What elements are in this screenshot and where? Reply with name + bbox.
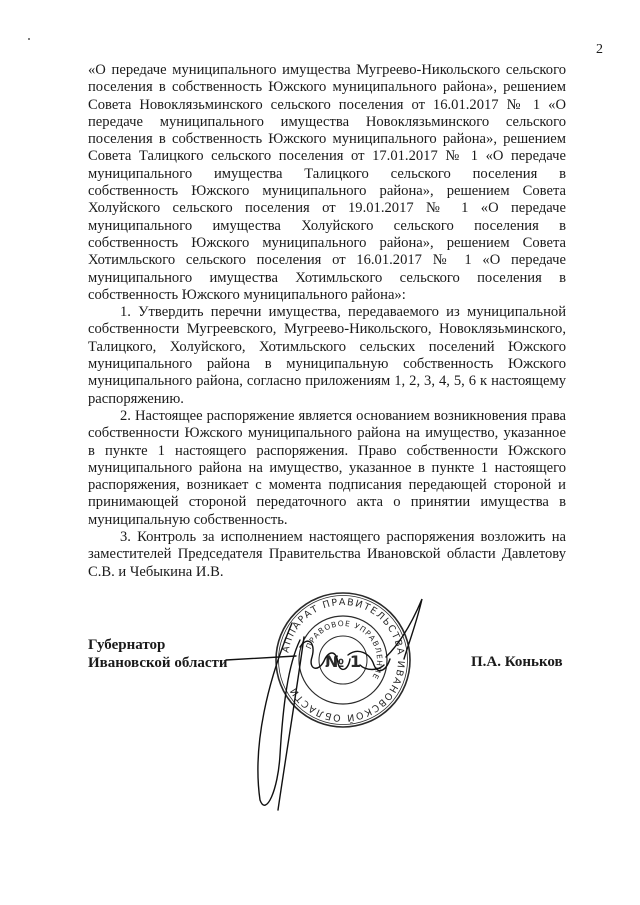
- seal-and-signature: [208, 585, 478, 820]
- seal-outer-text: АППАРАТ ПРАВИТЕЛЬСТВА ИВАНОВСКОЙ ОБЛАСТИ: [280, 596, 407, 724]
- page-number: 2: [596, 42, 603, 57]
- paragraph-item-3: 3. Контроль за исполнением настоящего распоряжения возложить на заместителей Председателя Правительства Ивановской области Давлетову С.В. и Чебыкина И.В.: [88, 529, 566, 580]
- signer-position: [88, 636, 228, 672]
- paragraph-item-1: 1. Утвердить перечни имущества, передаваемого из муниципальной собственности Мугреевского, Мугреево-Никольского, Новоклязьминского, Талицкого, Холуйского, Хотимльского сельских поселений Южского муниципального района в муниципальную собственность Южского муниципального района, согласно приложениям 1, 2, 3, 4, 5, 6 к настоящему распоряжению.: [88, 304, 566, 407]
- signer-name: П.А. Коньков: [471, 654, 563, 670]
- seal-inner-text: ПРАВОВОЕ УПРАВЛЕНИЕ: [304, 618, 385, 682]
- signer-position-line2: Ивановской области: [88, 655, 228, 671]
- seal-number: № 1: [325, 652, 361, 671]
- paragraph-preamble: «О передаче муниципального имущества Мугреево-Никольского сельского поселения в собственность Южского муниципального района», решением Совета Новоклязьминского сельского поселения от 16.01.2017 № 1 «О передаче муниципального имущества Новоклязьминского сельского поселения в собственность Южского муниципального района», решением Совета Талицкого сельского поселения от 17.01.2017 № 1 «О передаче муниципального имущества Талицкого сельского поселения в собственность Южского муниципального района», решением Совета Холуйского сельского поселения от 19.01.2017 № 1 «О передаче муниципального имущества Холуйского сельского поселения в собственность Южского муниципального района», решением Совета Хотимльского сельского поселения от 16.01.2017 № 1 «О передаче муниципального имущества Хотимльского сельского поселения в собственность Южского муниципального района»:: [88, 62, 566, 303]
- svg-text:ПРАВОВОЕ УПРАВЛЕНИЕ: [304, 619, 384, 681]
- scan-speck: [28, 38, 30, 40]
- paragraph-item-2: 2. Настоящее распоряжение является основанием возникновения права собственности Южского муниципального района на имущество, указанное в пункте 1 настоящего распоряжения. Право собственности Южского муниципального района на имущество, указанное в пункте 1 настоящего распоряжения, возникает с момента подписания передающей стороной и принимающей стороной передаточного акта о принятии имущества в муниципальную собственность.: [88, 407, 566, 528]
- document-body: [88, 62, 566, 581]
- signer-position-line1: Губернатор: [88, 637, 166, 653]
